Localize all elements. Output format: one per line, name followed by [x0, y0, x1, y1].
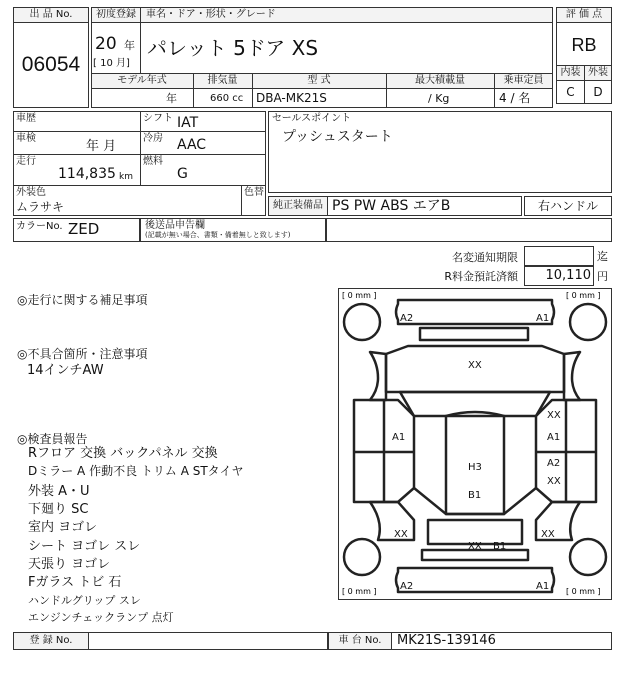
inspector-line: Fガラス トビ 石: [28, 575, 122, 590]
tire-top-left-label: [ 0 mm ]: [342, 291, 377, 300]
recycle-value: 10,110: [545, 268, 591, 283]
displacement: 660 cc: [210, 93, 244, 104]
lot-no: 06054: [21, 53, 81, 76]
damage-code-right-front-fender-1: XX: [547, 410, 561, 421]
inspection-label: 車検: [16, 133, 36, 144]
inspector-line: 天張り ヨゴレ: [28, 557, 111, 572]
defects-title: ◎不具合箇所・注意事項: [17, 347, 148, 361]
inspector-line: シート ヨゴレ スレ: [28, 539, 141, 554]
ac-label: 冷房: [143, 133, 163, 144]
rating: RB: [571, 35, 597, 55]
damage-code-left-front-door: A1: [392, 432, 406, 443]
inspector-line: ハンドルグリップ スレ: [28, 594, 141, 607]
model-year-unit: 年: [166, 92, 177, 105]
mileage-unit: km: [119, 172, 133, 182]
interior-grade: C: [566, 85, 575, 99]
damage-code-hood: XX: [468, 360, 482, 371]
vehicle-name: パレット 5ドア XS: [147, 36, 319, 60]
damage-code-front-bumper-left: A2: [400, 313, 414, 324]
interior-label: 内装: [560, 67, 581, 78]
damage-code-rear-right-quarter: XX: [541, 529, 555, 540]
damage-code-rear-panel-2: B1: [493, 541, 507, 552]
damage-code-rear-bumper-left: A2: [400, 581, 414, 592]
displacement-label: 排気量: [207, 75, 238, 86]
chassis-label: 車 台 No.: [338, 635, 382, 646]
aftermarket-label: 後送品申告欄: [145, 220, 205, 231]
inspection-value: 年 月: [86, 139, 117, 154]
color-no: ZED: [68, 220, 100, 238]
rating-label: 評 価 点: [565, 9, 603, 20]
lot-no-label: 出 品 No.: [29, 9, 73, 20]
ext-color-label: 外装色: [16, 187, 46, 198]
damage-code-roof-1: H3: [468, 462, 482, 473]
reg-no-label: 登 録 No.: [29, 635, 73, 646]
damage-code-right-front-fender-2: A1: [547, 432, 561, 443]
damage-code-right-rear-door-2: XX: [547, 476, 561, 487]
damage-code-rear-bumper-right: A1: [536, 581, 550, 592]
mileage-label: 走行: [16, 156, 36, 167]
model-type-label: 型 式: [307, 75, 331, 86]
inspector-line: Rフロア 交換 バックパネル 交換: [28, 446, 218, 461]
name-change-unit: 迄: [597, 250, 608, 263]
color-no-label: カラーNo.: [16, 221, 63, 232]
recycle-label: R料金預託済額: [444, 270, 518, 283]
model-type: DBA-MK21S: [256, 91, 327, 105]
chassis-no: MK21S-139146: [397, 633, 496, 648]
inspector-line: 下廻り SC: [28, 502, 89, 517]
exterior-label: 外装: [588, 67, 608, 78]
first-reg-label: 初度登録: [96, 9, 136, 20]
inspector-line: 室内 ヨゴレ: [28, 520, 98, 535]
first-reg-month: [ 10 月]: [93, 58, 130, 69]
shift-label: シフト: [143, 113, 173, 124]
tire-bottom-left-label: [ 0 mm ]: [342, 587, 377, 596]
divider: [140, 111, 141, 188]
inspector-title: ◎検査員報告: [17, 432, 88, 446]
equipment-label: 純正装備品: [273, 200, 323, 211]
capacity: 4 / 名: [499, 91, 531, 105]
sales-point: プッシュスタート: [282, 129, 393, 145]
history-label: 車歴: [16, 113, 36, 124]
inspector-line: Dミラー A 作動不良 トリム A STタイヤ: [28, 464, 244, 478]
tire-bottom-right-label: [ 0 mm ]: [566, 587, 601, 596]
vehicle-label: 車名・ドア・形状・グレード: [146, 9, 276, 20]
damage-code-front-bumper-right: A1: [536, 313, 550, 324]
fuel-label: 燃料: [143, 156, 163, 167]
shift: IAT: [177, 115, 199, 131]
first-reg-year-unit: 年: [124, 39, 135, 52]
inspector-line: 外装 A・U: [28, 484, 90, 499]
equipment: PS PW ABS エアB: [332, 198, 451, 214]
damage-code-right-rear-door-1: A2: [547, 458, 561, 469]
reg-no-cell: [88, 632, 328, 650]
aftermarket-value-cell: [326, 218, 612, 242]
sales-point-label: セールスポイント: [272, 113, 352, 124]
first-reg-year: 20: [95, 34, 117, 54]
damage-code-roof-2: B1: [468, 490, 482, 501]
handle: 右ハンドル: [537, 199, 598, 213]
damage-code-rear-panel-1: XX: [468, 541, 482, 552]
name-change-label: 名変通知期限: [452, 251, 518, 264]
divider: [241, 185, 242, 216]
mileage: 114,835: [58, 166, 116, 182]
supplement-title: ◎走行に関する補足事項: [17, 293, 148, 307]
divider: [13, 154, 266, 155]
tire-top-right-label: [ 0 mm ]: [566, 291, 601, 300]
ext-color: ムラサキ: [16, 200, 65, 214]
max-load-label: 最大積載量: [415, 75, 465, 86]
model-year-label: モデル年式: [117, 75, 167, 86]
car-damage-diagram: [338, 288, 612, 600]
repaint-label: 色替: [244, 187, 264, 198]
inspector-line: エンジンチェックランプ 点灯: [28, 611, 174, 624]
recycle-unit: 円: [597, 270, 608, 283]
defects-line: 14インチAW: [27, 363, 104, 378]
ac: AAC: [177, 137, 207, 153]
max-load: / Kg: [428, 92, 450, 105]
fuel: G: [177, 166, 188, 182]
exterior-grade: D: [593, 85, 603, 99]
capacity-label: 乗車定員: [503, 75, 544, 86]
divider: [13, 131, 266, 132]
aftermarket-note: (記載が無い場合、書類・備着無しと致します): [145, 231, 291, 239]
damage-code-rear-left-quarter: XX: [394, 529, 408, 540]
name-change-cell: [524, 246, 594, 266]
